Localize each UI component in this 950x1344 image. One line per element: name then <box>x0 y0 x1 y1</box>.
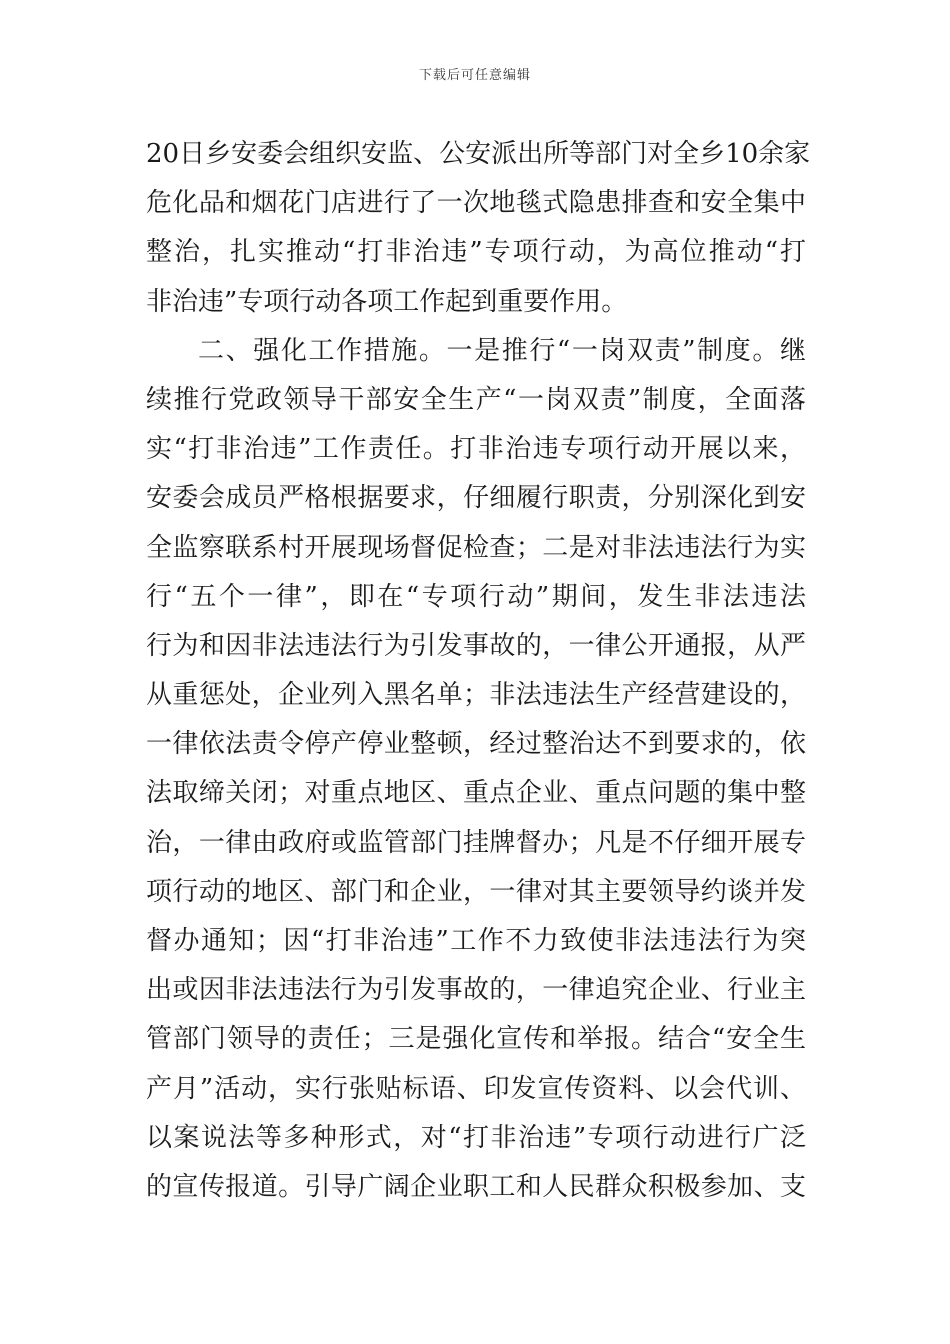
paragraph-2-line-1: 二、强化工作措施。一是推行“一岗双责”制度。继 <box>198 335 806 366</box>
paragraph-2-line-5: 全监察联系村开展现场督促检查；二是对非法违法行为实 <box>146 532 806 563</box>
paragraph-2-line-6: 行“五个一律”，即在“专项行动”期间，发生非法违法 <box>146 581 806 612</box>
paragraph-2-line-2: 续推行党政领导干部安全生产“一岗双责”制度，全面落 <box>146 384 806 415</box>
paragraph-1-line-2: 危化品和烟花门店进行了一次地毯式隐患排查和安全集中 <box>146 188 806 219</box>
paragraph-2-line-9: 一律依法责令停产停业整顿，经过整治达不到要求的，依 <box>146 729 806 760</box>
paragraph-2-line-7: 行为和因非法违法行为引发事故的，一律公开通报，从严 <box>146 630 806 661</box>
paragraph-1-line-1: 20日乡安委会组织安监、公安派出所等部门对全乡10余家 <box>146 139 811 169</box>
page-header-note: 下载后可任意编辑 <box>418 68 531 83</box>
paragraph-2-line-8: 从重惩处，企业列入黑名单；非法违法生产经营建设的， <box>146 680 806 711</box>
paragraph-2-line-4: 安委会成员严格根据要求，仔细履行职责，分别深化到安 <box>146 483 806 514</box>
paragraph-2-line-13: 督办通知；因“打非治违”工作不力致使非法违法行为突 <box>146 926 806 956</box>
document-body <box>146 130 811 1212</box>
paragraph-2-line-18: 的宣传报道。引导广阔企业职工和人民群众积极参加、支 <box>146 1171 806 1202</box>
paragraph-1-line-4: 非治违”专项行动各项工作起到重要作用。 <box>146 286 628 317</box>
paragraph-2-line-3: 实“打非治违”工作责任。打非治违专项行动开展以来， <box>146 434 806 465</box>
paragraph-2-line-14: 出或因非法违法行为引发事故的，一律追究企业、行业主 <box>146 975 806 1006</box>
paragraph-1-line-3: 整治，扎实推动“打非治违”专项行动，为高位推动“打 <box>146 237 806 268</box>
paragraph-2-line-11: 治，一律由政府或监管部门挂牌督办；凡是不仔细开展专 <box>146 827 806 858</box>
paragraph-2-line-10: 法取缔关闭；对重点地区、重点企业、重点问题的集中整 <box>146 778 806 809</box>
paragraph-2-line-15: 管部门领导的责任；三是强化宣传和举报。结合“安全生 <box>146 1024 806 1055</box>
paragraph-2-line-16: 产月”活动，实行张贴标语、印发宣传资料、以会代训、 <box>146 1073 806 1104</box>
paragraph-2-line-12: 项行动的地区、部门和企业，一律对其主要领导约谈并发 <box>146 876 806 907</box>
paragraph-2-line-17: 以案说法等多种形式，对“打非治违”专项行动进行广泛 <box>146 1122 806 1153</box>
